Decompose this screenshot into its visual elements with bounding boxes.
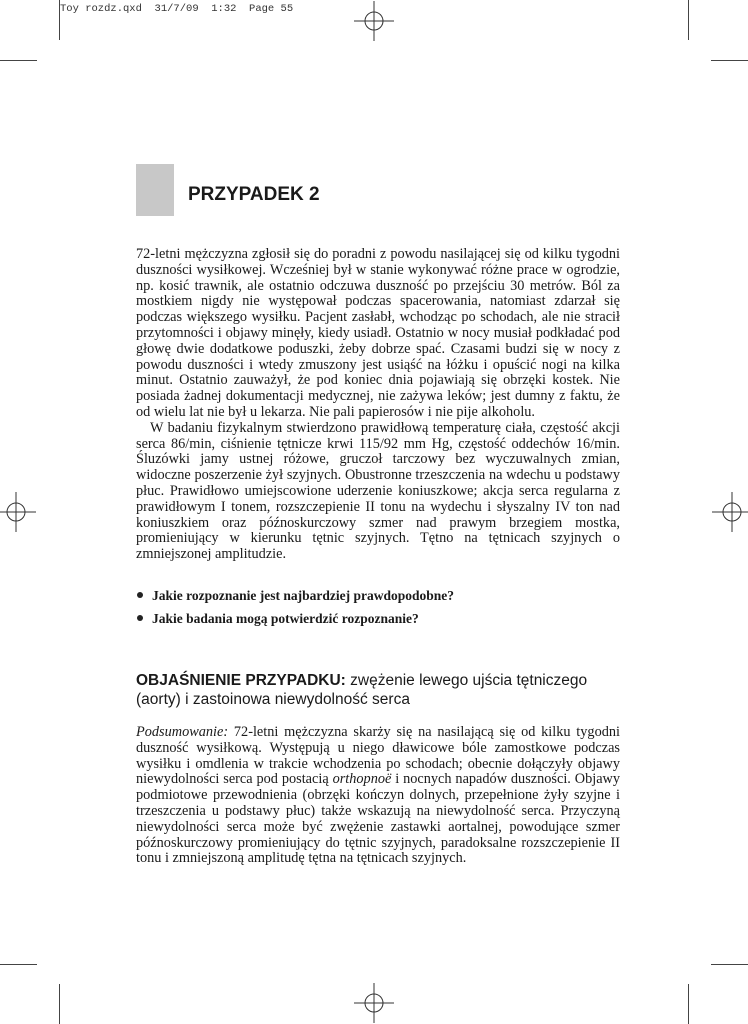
crop-mark-top-right-h [711, 60, 748, 61]
chapter-tab-decoration [136, 164, 174, 216]
printer-slug: Toy rozdz.qxd 31/7/09 1:32 Page 55 [60, 3, 294, 15]
registration-mark-right [712, 492, 748, 532]
summary-text-part2: i nocnych napadów duszności. Objawy podmiotowe przewodnienia (obrzęki kończyn dolnych, przepełnione żyły szyjne i trzeszczenia u podstawy płuc) także wskazują na niewydolność serca. Przyczyną niewydolności serca może być zwężenie zastawki aortalnej, powodujące szmer późnoskurczowy promieniujący do tętnic szyjnych, paradoksalne rozszczepienie II tonu i zmniejszoną amplitudę tętna na tętnicach szyjnych. [136, 771, 621, 867]
case-description [136, 247, 620, 563]
bullet-icon [137, 615, 143, 621]
explanation-diagnosis: zwężenie lewego ujścia tętniczego (aorty) i zastoinowa niewydolność serca [136, 672, 588, 708]
explanation-heading-label: OBJAŚNIENIE PRZYPADKU: [136, 672, 346, 689]
crop-mark-bottom-left-v [59, 984, 60, 1024]
registration-mark-left [0, 492, 36, 532]
question-text: Jakie badania mogą potwierdzić rozpoznanie? [152, 611, 419, 626]
summary-label: Podsumowanie: [136, 724, 229, 740]
registration-mark-bottom [354, 983, 394, 1023]
crop-mark-top-right-v [688, 0, 689, 40]
bullet-icon [137, 592, 143, 598]
question-item [136, 588, 620, 611]
case-history-paragraph: 72-letni mężczyzna zgłosił się do poradni z powodu nasilającej się od kilku tygodni duszności wysiłkowej. Wcześniej był w stanie wykonywać różne prace w ogrodzie, np. kosić trawnik, ale ostatnio odczuwa duszność po przejściu 30 metrów. Ból za mostkiem nigdy nie występował podczas spacerowania, natomiast zdarzał się podczas większego wysiłku. Pacjent zasłabł, wchodząc po schodach, ale nie stracił przytomności i objawy minęły, kiedy usiadł. Ostatnio w nocy musiał podkładać pod głowę dwie dodatkowe poduszki, żeby dobrze spać. Czasami budzi się w nocy z powodu duszności i wtedy zmuszony jest usiąść na łóżku i opuścić nogi na kilka minut. Ostatnio zauważył, że pod koniec dnia pojawiają się obrzęki kostek. Nie posiada żadnej dokumentacji medycznej, nie zażywa leków; jest dumny z faktu, że od wielu lat nie był u lekarza. Nie pali papierosów i nie pije alkoholu. [136, 246, 620, 420]
crop-mark-top-left-h [0, 60, 37, 61]
crop-mark-top-left-v [59, 0, 60, 40]
summary-term: orthopnoë [332, 771, 392, 788]
summary-text-part1: 72-letni mężczyzna skarży się na nasilającą się od kilku tygodni duszność wysiłkową. Występują u niego dławicowe bóle zamostkowe podczas wysiłku i omdlenia w trakcie wchodzenia po schodach; obecnie dołączyły objawy niewydolności serca pod postacią [136, 724, 620, 788]
question-item [136, 611, 620, 634]
question-text: Jakie rozpoznanie jest najbardziej prawdopodobne? [152, 588, 455, 603]
registration-mark-top [354, 1, 394, 41]
crop-mark-bottom-right-h [711, 964, 748, 965]
explanation-summary [136, 725, 620, 867]
case-title: PRZYPADEK 2 [188, 184, 320, 205]
crop-mark-bottom-right-v [688, 984, 689, 1024]
summary-paragraph [136, 725, 620, 867]
question-list [136, 588, 620, 634]
explanation-heading [136, 671, 620, 709]
physical-exam-paragraph: W badaniu fizykalnym stwierdzono prawidłową temperaturę ciała, częstość akcji serca 86/min, ciśnienie tętnicze krwi 115/92 mm Hg, częstość oddechów 16/min. Śluzówki jamy ustnej różowe, gruczoł tarczowy bez wyczuwalnych zmian, widoczne poszerzenie żył szyjnych. Obustronne trzeszczenia na wdechu u podstawy płuc. Prawidłowo umiejscowione uderzenie koniuszkowe; akcja serca regularna z prawidłowym I tonem, rozszczepienie II tonu na wydechu i słyszalny IV ton nad koniuszkiem oraz późnoskurczowy szmer nad prawym brzegiem mostka, promieniujący w kierunku tętnic szyjnych. Tętno na tętnicach szyjnych o zmniejszonej amplitudzie. [136, 419, 620, 563]
crop-mark-bottom-left-h [0, 964, 37, 965]
